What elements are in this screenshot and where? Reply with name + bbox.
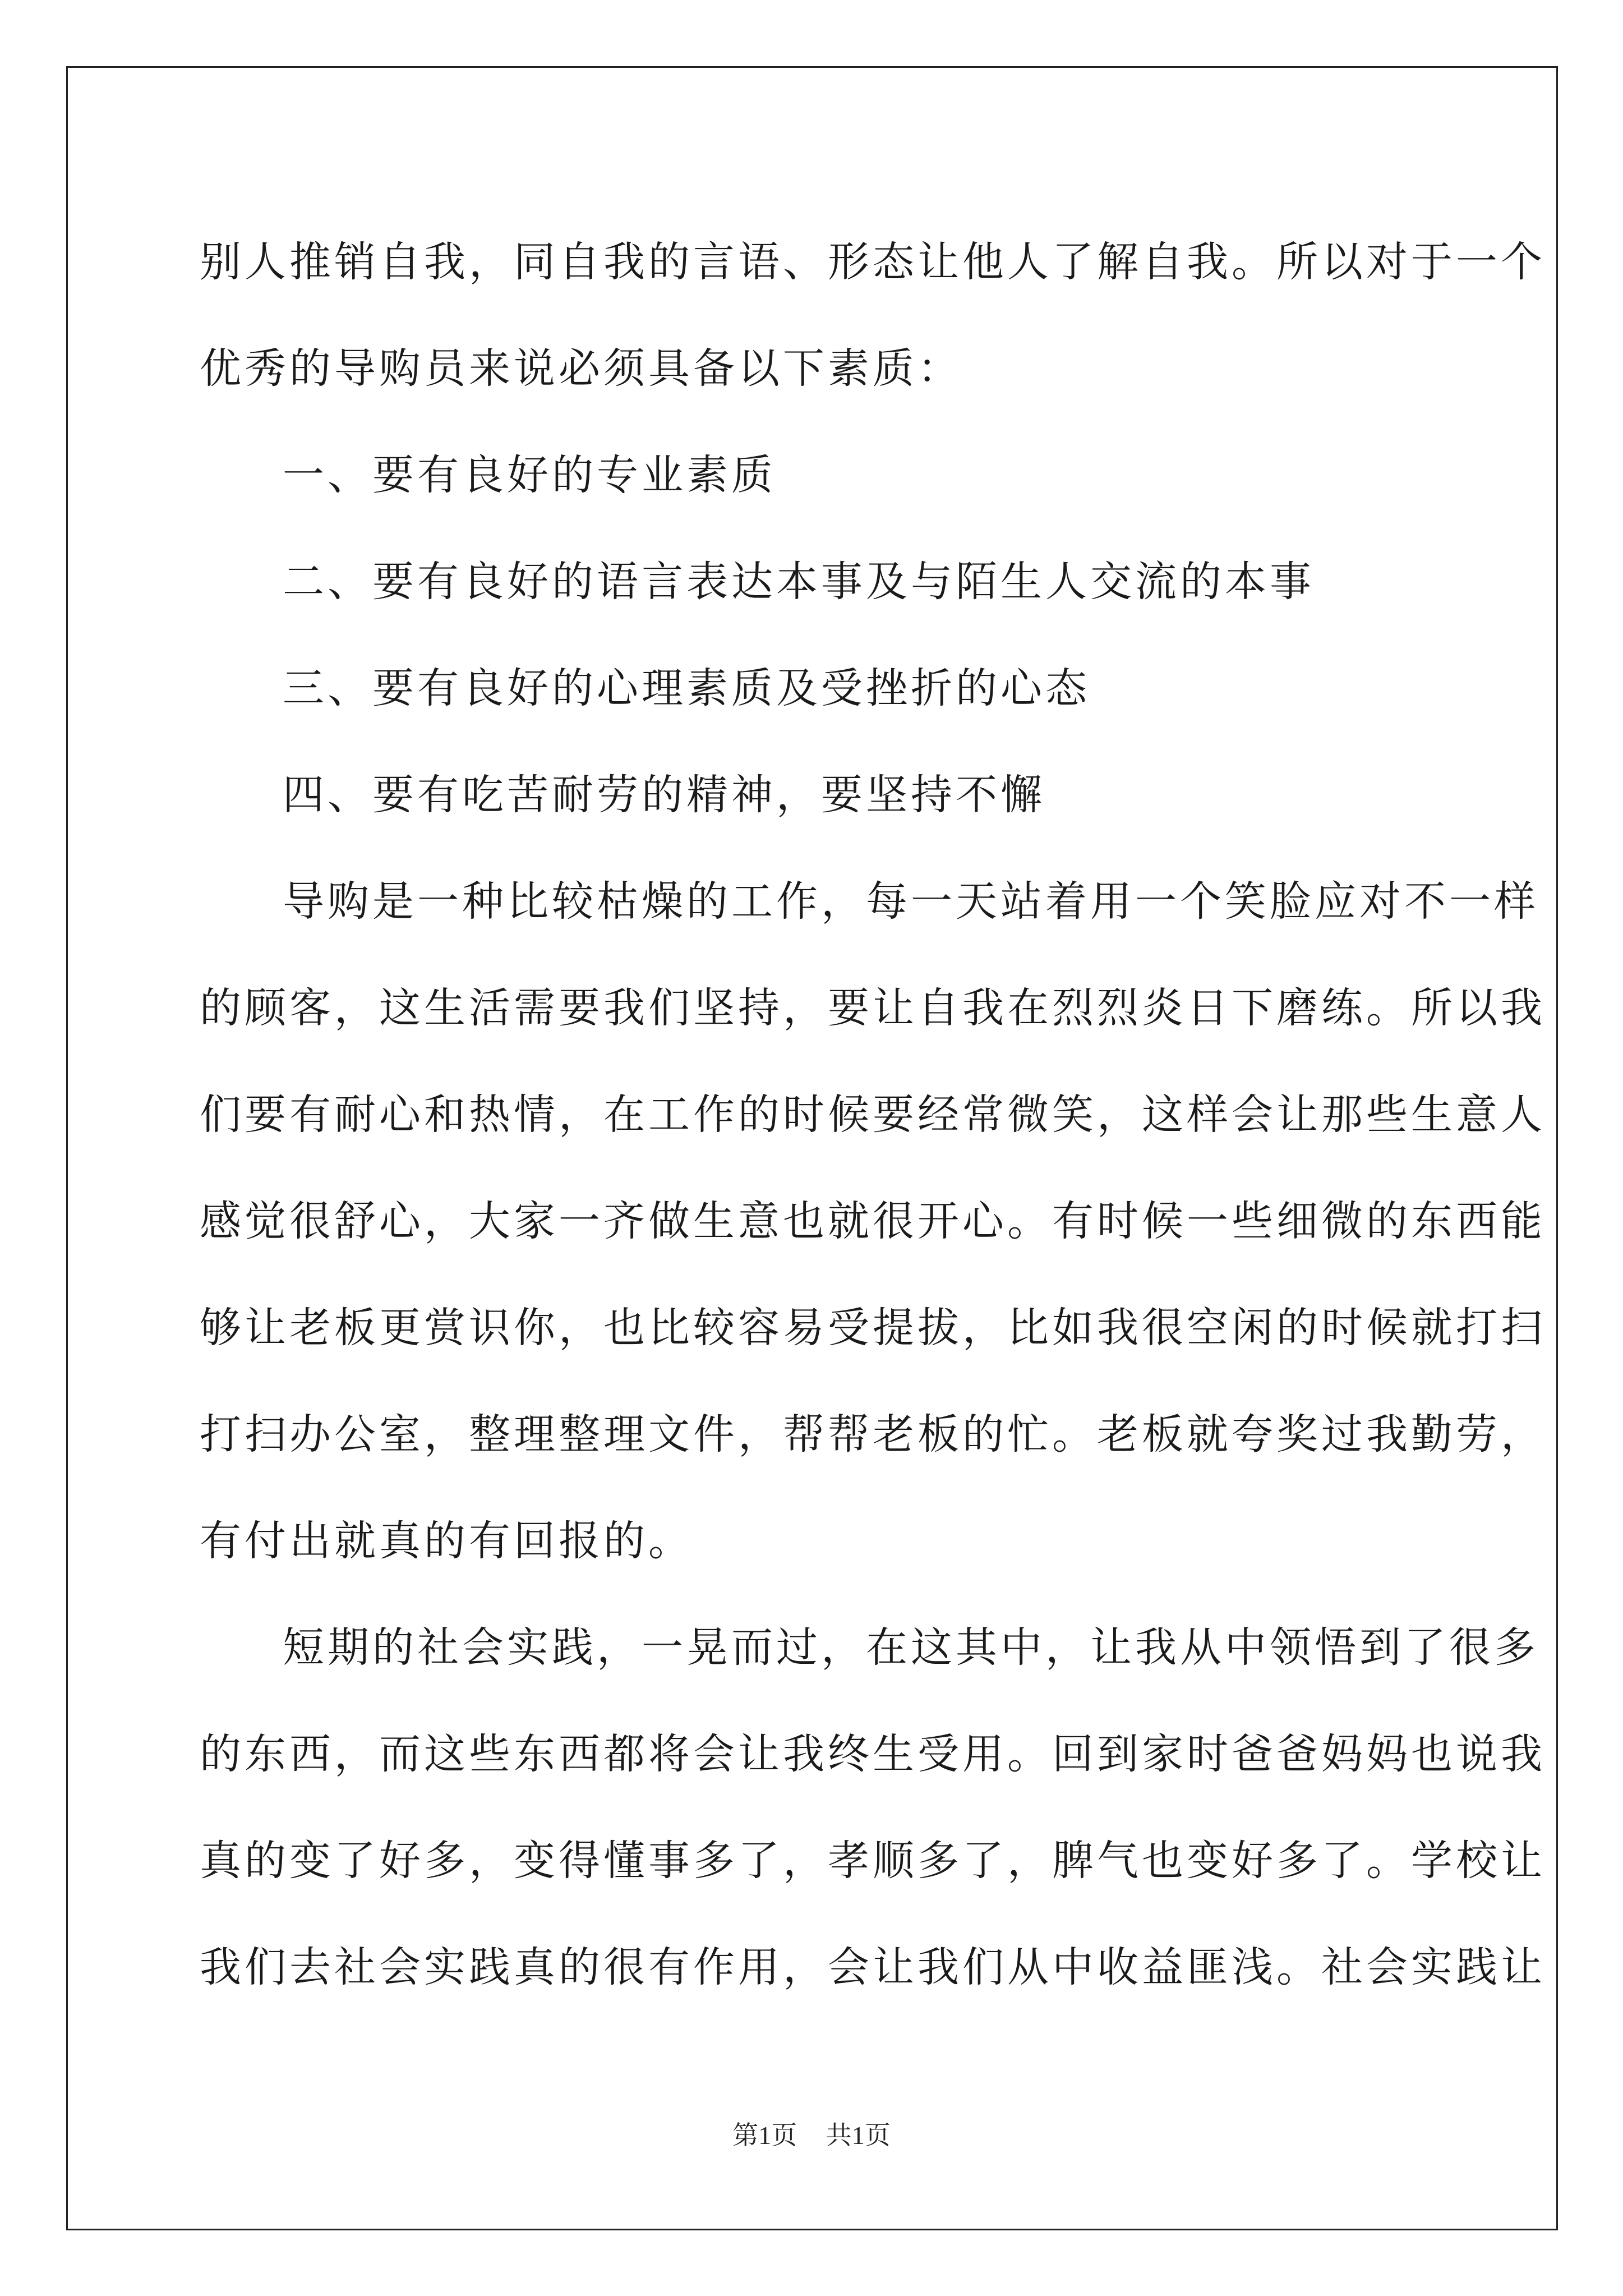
text-line: 二、要有良好的语言表达本事及与陌生人交流的本事 bbox=[283, 558, 1315, 606]
text-line: 我们去社会实践真的很有作用，会让我们从中收益匪浅。社会实践让 bbox=[200, 1943, 1546, 1991]
text-line: 导购是一种比较枯燥的工作，每一天站着用一个笑脸应对不一样 bbox=[283, 877, 1539, 926]
document-body bbox=[200, 209, 1546, 2021]
text-line: 一、要有良好的专业素质 bbox=[283, 451, 776, 499]
text-line: 感觉很舒心，大家一齐做生意也就很开心。有时候一些细微的东西能 bbox=[200, 1197, 1546, 1245]
text-line: 们要有耐心和热情，在工作的时候要经常微笑，这样会让那些生意人 bbox=[200, 1091, 1546, 1139]
text-line: 真的变了好多，变得懂事多了，孝顺多了，脾气也变好多了。学校让 bbox=[200, 1837, 1546, 1885]
text-line: 优秀的导购员来说必须具备以下素质： bbox=[200, 344, 962, 393]
text-line: 别人推销自我，同自我的言语、形态让他人了解自我。所以对于一个 bbox=[200, 238, 1546, 286]
text-line: 短期的社会实践，一晃而过，在这其中，让我从中领悟到了很多 bbox=[283, 1623, 1539, 1672]
page-number: 第1页 bbox=[732, 2121, 797, 2150]
text-line: 够让老板更赏识你，也比较容易受提拔，比如我很空闲的时候就打扫 bbox=[200, 1304, 1546, 1352]
page-total: 共1页 bbox=[826, 2121, 891, 2150]
text-line: 的东西，而这些东西都将会让我终生受用。回到家时爸爸妈妈也说我 bbox=[200, 1730, 1546, 1778]
text-line: 打扫办公室，整理整理文件，帮帮老板的忙。老板就夸奖过我勤劳， bbox=[200, 1410, 1546, 1458]
text-line: 三、要有良好的心理素质及受挫折的心态 bbox=[283, 664, 1090, 712]
text-line: 有付出就真的有回报的。 bbox=[200, 1517, 693, 1565]
page-footer bbox=[0, 2115, 1623, 2152]
text-line: 的顾客，这生活需要我们坚持，要让自我在烈烈炎日下磨练。所以我 bbox=[200, 984, 1546, 1032]
text-line: 四、要有吃苦耐劳的精神，要坚持不懈 bbox=[283, 771, 1045, 819]
